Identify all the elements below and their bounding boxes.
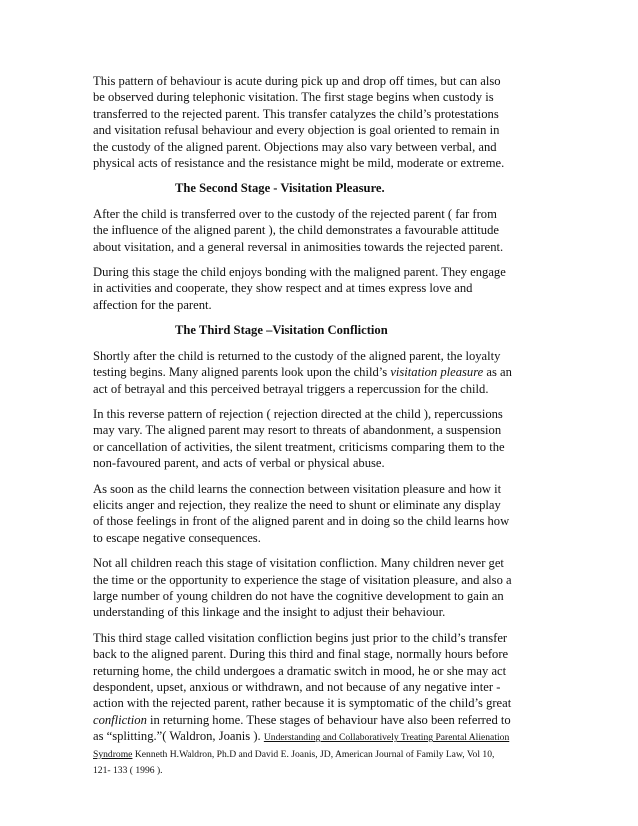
text-segment: as an act of betrayal and this perceived betrayal triggers a repercussion for the child. <box>93 365 512 396</box>
paragraph-connection: As soon as the child learns the connection between visitation pleasure and how it elicits anger and rejection, they realize the need to shunt or eliminate any display of those feelings in front of the aligned parent and in doing so the child learns how to escape negative consequences. <box>93 481 510 545</box>
paragraph-transfer: After the child is transferred over to the custody of the rejected parent ( far from the influence of the aligned parent ), the child demonstrates a favourable attitude about visitation, and a general reversal in animosities towards the rejected parent. <box>93 206 504 254</box>
emphasis-visitation-pleasure: visitation pleasure <box>390 365 484 380</box>
document-page <box>93 73 513 786</box>
text-segment: in returning home. These stages of behaviour have also been referred to as “splitting.”( Waldron, Joanis ). <box>93 712 511 744</box>
text-segment: This third stage called visitation confliction begins just prior to the child’s transfer back to the aligned parent. During this third and final stage, normally hours before returning home, the child undergoes a dramatic switch in mood, he or she may act despondent, upset, anxious or withdrawn, and not because of any negative inter - action with the rejected parent, rather because it is symptomatic of the child’s great <box>93 630 512 711</box>
paragraph-third-stage-detail <box>93 630 513 778</box>
paragraph-bonding: During this stage the child enjoys bonding with the maligned parent. They engage in activities and cooperate, they show respect and at times express love and affection for the parent. <box>93 265 506 312</box>
paragraph-behaviour-pattern: This pattern of behaviour is acute during pick up and drop off times, but can also be observed during telephonic visitation. The first stage begins when custody is transferred to the rejected parent. This transfer catalyzes the child’s protestations and visitation refusal behaviour and every objection is goal oriented to remain in the custody of the aligned parent. Objections may also vary between verbal, and physical acts of resistance and the resistance might be mild, moderate or extreme. <box>93 74 505 171</box>
heading-third-stage: The Third Stage –Visitation Confliction <box>175 323 388 338</box>
paragraph-loyalty-testing <box>93 348 513 397</box>
paragraph-not-all-children: Not all children reach this stage of visitation confliction. Many children never get the time or the opportunity to experience the stage of visitation pleasure, and also a large number of young children do not have the cognitive development to gain an understanding of this linkage and the insight to adjust their behaviour. <box>93 556 512 620</box>
citation-title: Understanding and Collaboratively Treating Parental Alienation Syndrome <box>93 732 510 760</box>
paragraph-reverse-pattern: In this reverse pattern of rejection ( rejection directed at the child ), repercussions may vary. The aligned parent may resort to threats of abandonment, a suspension or cancellation of activities, the silent treatment, criticisms comparing them to the non-favoured parent, and acts of verbal or physical abuse. <box>93 406 505 471</box>
text-segment: Shortly after the child is returned to the custody of the aligned parent, the loyalty testing begins. Many aligned parents look upon the child’s <box>93 348 501 380</box>
emphasis-confliction: confliction <box>93 712 147 727</box>
citation-details: Kenneth H.Waldron, Ph.D and David E. Joanis, JD, American Journal of Family Law, Vol 10, 121- 133 ( 1996 ). <box>93 748 495 777</box>
heading-second-stage: The Second Stage - Visitation Pleasure. <box>175 181 385 196</box>
